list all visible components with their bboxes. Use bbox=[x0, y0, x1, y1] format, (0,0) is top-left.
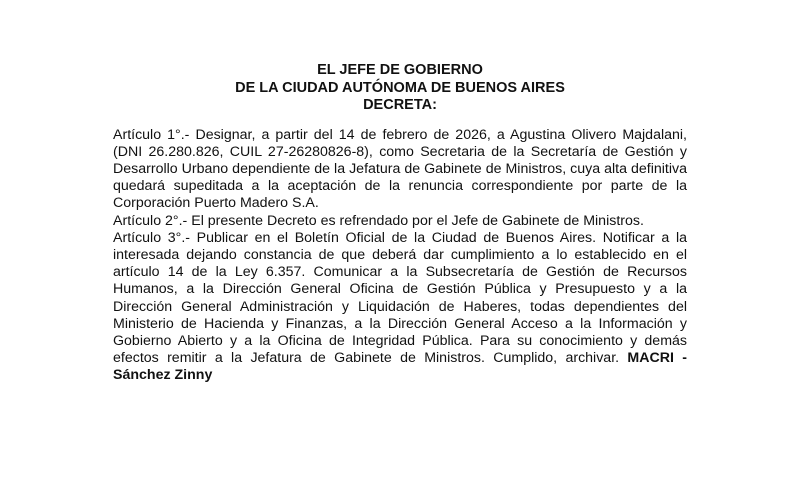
decree-heading bbox=[113, 62, 687, 115]
heading-line-2: DE LA CIUDAD AUTÓNOMA DE BUENOS AIRES bbox=[235, 79, 565, 96]
heading-line-1: EL JEFE DE GOBIERNO bbox=[317, 62, 483, 78]
article-2-text: El presente Decreto es refrendado por el Jefe de Gabinete de Ministros. bbox=[191, 212, 644, 229]
article-2-number: Artículo 2°.- bbox=[113, 212, 188, 229]
article-1-text: Designar, a partir del 14 de febrero de 2026, a Agustina Olivero Majdalani, (DNI 26.280.826, CUIL 27-26280826-8), como Secretaria de la Secretaría de Gestión y Desarrollo Urbano dependiente de la Jefatura de Gabinete de Ministros, cuya alta definitiva quedará supeditada a la aceptación de la renuncia correspondiente por parte de la Corporación Puerto Madero S.A. bbox=[113, 126, 687, 212]
article-3 bbox=[113, 230, 687, 385]
article-3-number: Artículo 3°.- bbox=[113, 229, 190, 246]
article-2 bbox=[113, 213, 687, 230]
article-1-number: Artículo 1°.- bbox=[113, 126, 190, 143]
heading-line-3: DECRETA: bbox=[363, 97, 437, 113]
article-3-text: Publicar en el Boletín Oficial de la Ciudad de Buenos Aires. Notificar a la interesada dejando constancia de que deberá dar cumplimiento a lo establecido en el artículo 14 de la Ley 6.357. Comunicar a la Subsecretaría de Gestión de Recursos Humanos, a la Dirección General Oficina de Gestión Pública y Presupuesto y a la Dirección General Administración y Liquidación de Haberes, todas dependientes del Ministerio de Hacienda y Finanzas, a la Dirección General Acceso a la Información y Gobierno Abierto y a la Oficina de Integridad Pública. Para su conocimiento y demás efectos remitir a la Jefatura de Gabinete de Ministros. Cumplido, archivar. bbox=[113, 229, 687, 367]
article-1 bbox=[113, 127, 687, 213]
signature: MACRI - Sánchez Zinny bbox=[113, 350, 687, 384]
decree-document bbox=[113, 62, 687, 385]
